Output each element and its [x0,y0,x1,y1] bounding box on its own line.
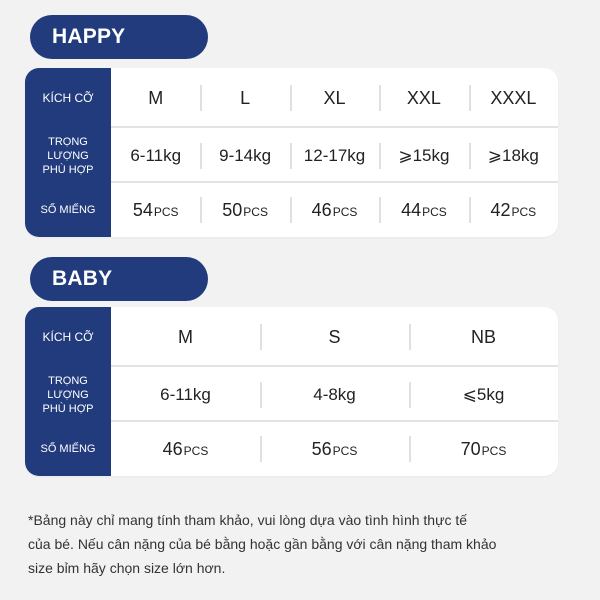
size-cell: M [178,326,193,347]
count-cell [260,439,409,460]
weight-cell: 4-8kg [260,385,409,405]
count-value: 54 [132,199,153,220]
count-value: 42 [490,199,511,220]
pcs-unit: PCS [422,204,447,219]
weight-cells [111,367,558,422]
count-row-label: SỐ MIẾNG [25,183,111,237]
weight-cell: 6-11kg [160,384,211,404]
size-cell: L [200,88,289,109]
count-value: 46 [311,199,332,220]
note-line: *Bảng này chỉ mang tính tham khảo, vui lòng dựa vào tình hình thực tế [28,512,468,528]
size-row [25,307,558,367]
weight-label-line1: TRỌNG LƯỢNG [47,374,89,401]
pcs-unit: PCS [332,443,358,458]
pcs-unit: PCS [511,204,537,219]
weight-label-line2: PHÙ HỢP [42,402,94,415]
pcs-unit: PCS [153,204,179,219]
size-row-label: KÍCH CỠ [25,68,111,128]
happy-pants-table [25,68,558,237]
baby-diaper-title: BABY [30,257,208,301]
size-cell: NB [409,327,558,348]
count-cells [111,183,558,237]
weight-cell: 6-11kg [130,145,182,165]
note-line: của bé. Nếu cân nặng của bé bằng hoặc gần bằng với cân nặng tham khảo [28,536,497,552]
weight-row-label [25,367,111,422]
pcs-unit: PCS [332,204,358,219]
count-cell [200,200,289,221]
size-cell: XXL [379,88,468,109]
size-cell: XXXL [469,88,558,109]
count-cell [111,439,260,460]
count-cell [290,200,379,221]
weight-row [25,367,558,422]
happy-pants-title: HAPPY [30,15,208,59]
count-row [25,422,558,476]
count-cells [111,422,558,476]
pcs-unit: PCS [481,443,507,458]
weight-label-line1: TRỌNG LƯỢNG [47,135,89,162]
weight-cell: ⩽5kg [409,385,558,405]
note-line: size bỉm hãy chọn size lớn hơn. [28,560,226,576]
size-row [25,68,558,128]
count-cell [469,200,558,221]
weight-cell: ⩾15kg [379,146,468,166]
size-cell: M [148,87,164,108]
weight-cells [111,128,558,183]
size-row-label: KÍCH CỠ [25,307,111,367]
count-value: 46 [162,438,183,459]
count-value: 44 [401,199,422,220]
weight-cell: 9-14kg [200,146,289,166]
pcs-unit: PCS [183,443,209,458]
size-cell: S [260,327,409,348]
count-value: 50 [222,199,243,220]
weight-row [25,128,558,183]
count-value: 56 [311,438,332,459]
baby-diaper-table [25,307,558,476]
weight-cell: ⩾18kg [469,146,558,166]
weight-cell: 12-17kg [290,146,379,166]
weight-label-line2: PHÙ HỢP [42,163,94,176]
count-row [25,183,558,237]
count-cell [111,200,200,221]
size-cells [111,307,558,367]
weight-row-label [25,128,111,183]
size-cell: XL [290,88,379,109]
pcs-unit: PCS [243,204,268,219]
disclaimer-note [28,508,578,580]
size-cells [111,68,558,128]
count-cell [379,200,468,221]
count-cell [409,439,558,460]
count-row-label: SỐ MIẾNG [25,422,111,476]
count-value: 70 [460,438,481,459]
